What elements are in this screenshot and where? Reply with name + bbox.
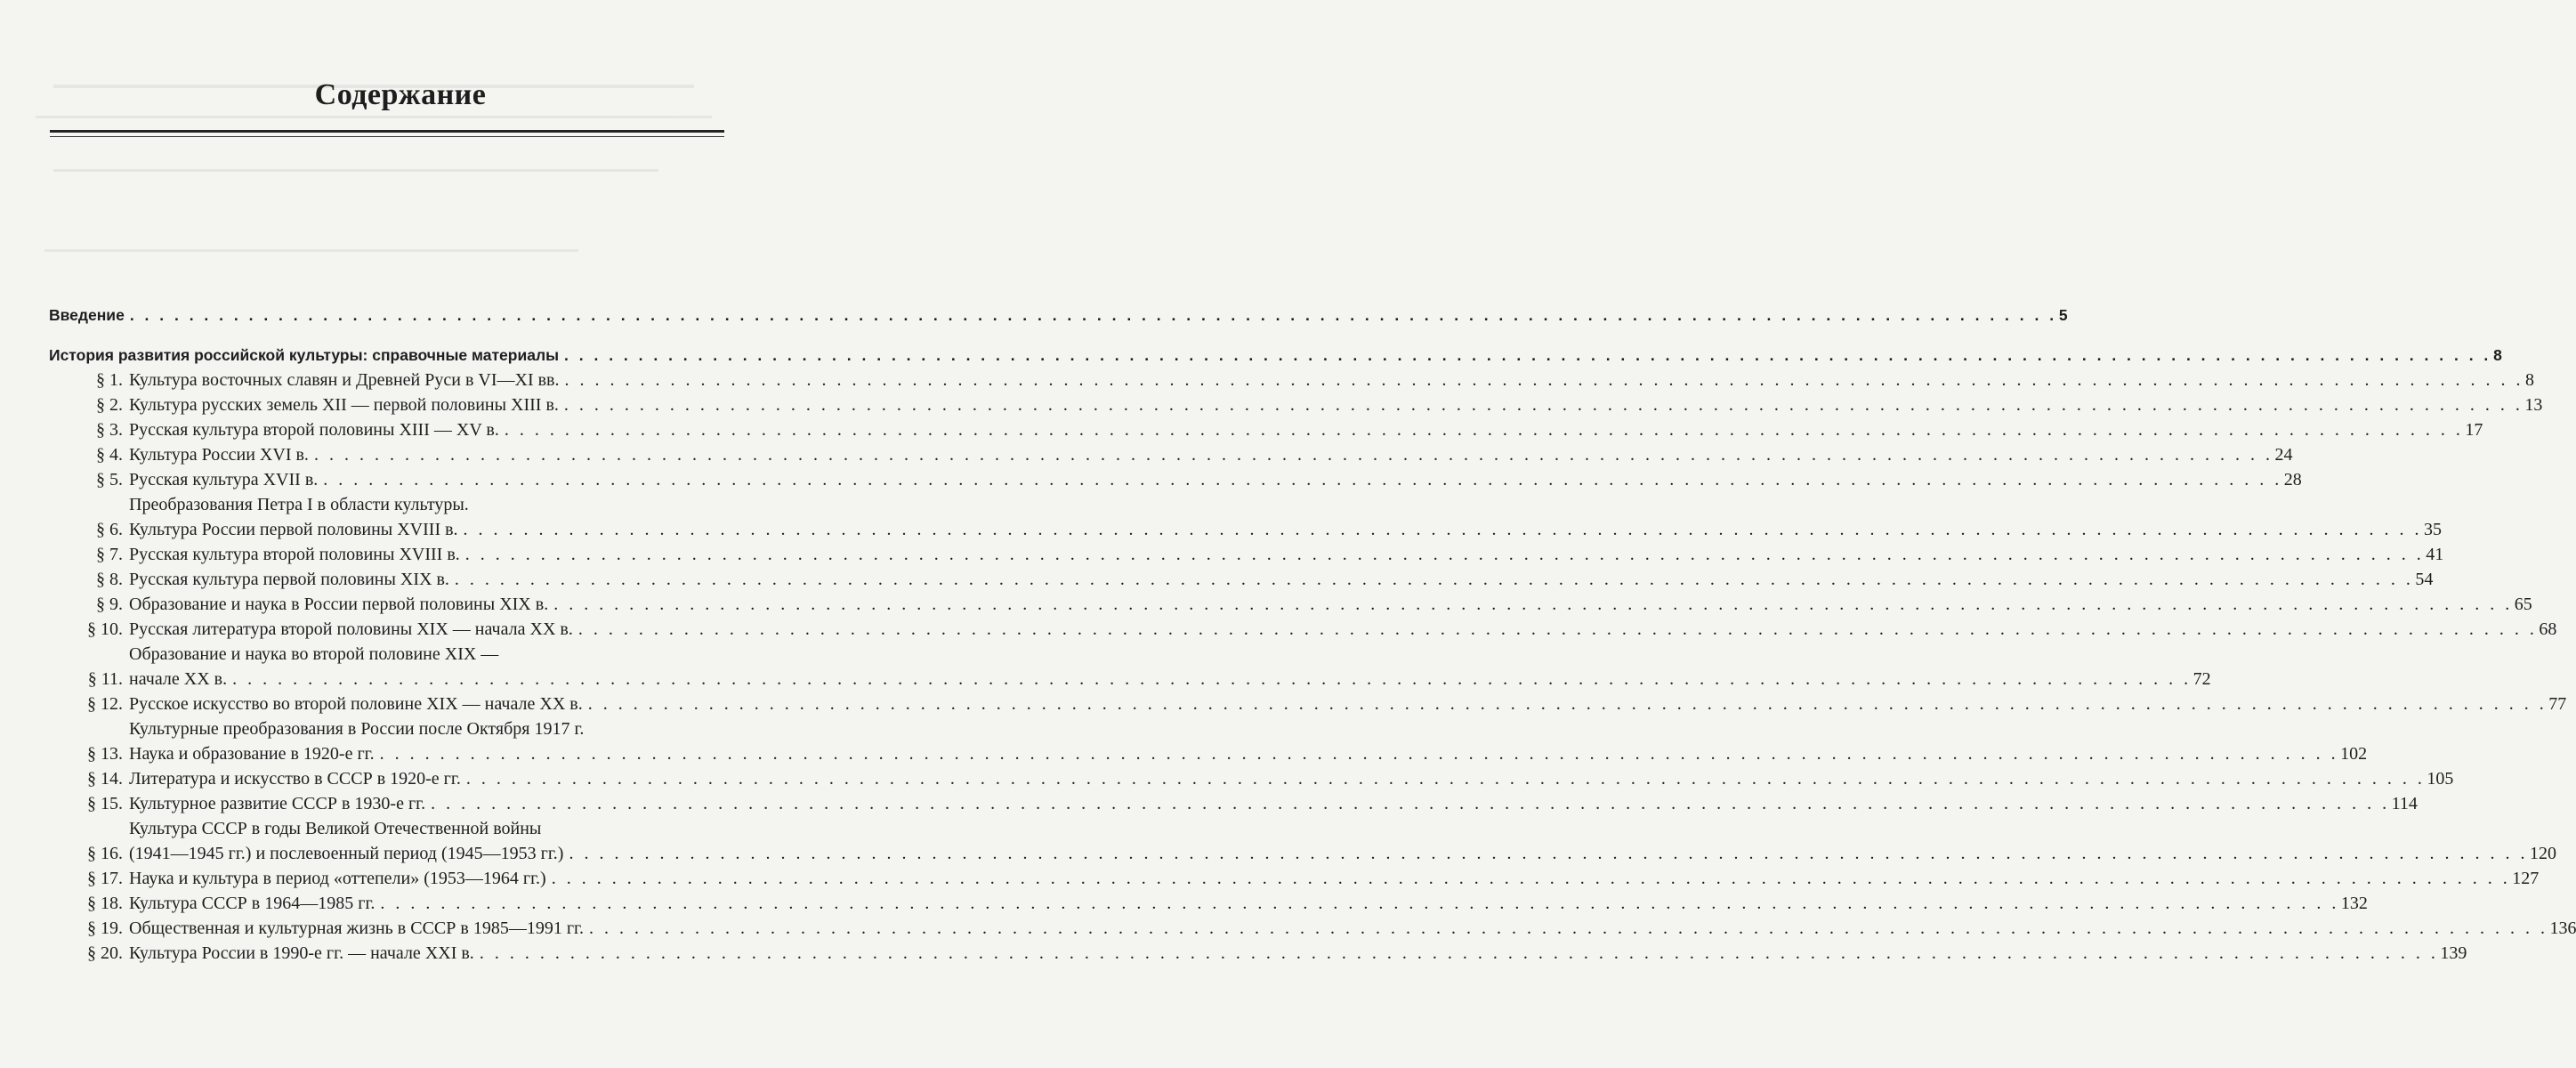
toc-page-number: 136 bbox=[2549, 918, 2576, 938]
toc-entry[interactable] bbox=[49, 567, 2434, 592]
toc-entry-title: Культура России XVI в. bbox=[129, 445, 309, 465]
dot-leader bbox=[565, 368, 2524, 392]
toc-page-number: 5 bbox=[2058, 306, 2068, 324]
toc-section-number: § 4. bbox=[96, 445, 123, 465]
toc-page-number: 139 bbox=[2440, 943, 2467, 963]
toc-page-number: 65 bbox=[2514, 595, 2532, 614]
toc-section-number: § 8. bbox=[96, 570, 123, 589]
toc-entry[interactable] bbox=[49, 866, 2540, 891]
toc-entry[interactable] bbox=[49, 542, 2444, 567]
toc-page-number: 35 bbox=[2424, 520, 2443, 539]
toc-page-number: 17 bbox=[2465, 420, 2483, 440]
toc-entry-title: Русская литература второй половины XIX — начала XX в. bbox=[129, 619, 573, 639]
toc-page-number: 8 bbox=[2525, 370, 2534, 390]
table-of-contents bbox=[49, 303, 2576, 966]
dot-leader bbox=[464, 517, 2423, 542]
toc-entry[interactable] bbox=[49, 442, 2293, 467]
toc-entry-title: Наука и образование в 1920-е гг. bbox=[129, 744, 375, 764]
toc-section-number: § 7. bbox=[96, 545, 123, 564]
dot-leader bbox=[553, 592, 2513, 617]
toc-entry[interactable] bbox=[49, 916, 2576, 941]
toc-entry[interactable] bbox=[49, 392, 2543, 417]
dot-leader bbox=[323, 467, 2282, 492]
toc-section-number: § 17. bbox=[87, 869, 123, 888]
toc-entry-title: Культура СССР в годы Великой Отечественной войны bbox=[129, 819, 542, 838]
title-rule-thin bbox=[50, 136, 724, 137]
toc-entry[interactable] bbox=[49, 417, 2483, 442]
toc-entry-section[interactable] bbox=[49, 343, 2502, 368]
toc-entry[interactable] bbox=[49, 692, 2567, 716]
toc-page-number: 114 bbox=[2391, 794, 2418, 813]
dot-leader bbox=[465, 542, 2425, 567]
toc-entry-title: Наука и культура в период «оттепели» (1953—1964 гг.) bbox=[129, 869, 546, 888]
page-title: Содержание bbox=[314, 78, 487, 111]
toc-section-number: § 14. bbox=[87, 769, 123, 789]
toc-entry-title: Литература и искусство в СССР в 1920-е гг. bbox=[129, 769, 461, 789]
toc-page-number: 54 bbox=[2415, 570, 2434, 589]
toc-page-number: 28 bbox=[2283, 470, 2302, 490]
toc-entry[interactable] bbox=[49, 617, 2557, 642]
toc-entry-title: Русская культура XVII в. bbox=[129, 470, 319, 490]
toc-section-number: § 1. bbox=[96, 370, 123, 390]
toc-entry-title: Преобразования Петра I в области культуры. bbox=[129, 495, 469, 514]
toc-entry-title: Культура СССР в 1964—1985 гг. bbox=[129, 894, 375, 913]
toc-entry[interactable] bbox=[49, 368, 2534, 392]
dot-leader bbox=[380, 741, 2339, 766]
toc-page-number: 13 bbox=[2524, 395, 2543, 415]
dot-leader bbox=[431, 791, 2390, 816]
toc-entry-title: Введение bbox=[49, 306, 125, 324]
dot-leader bbox=[564, 343, 2491, 368]
toc-section-number: § 9. bbox=[96, 595, 123, 614]
toc-section-number: § 15. bbox=[87, 794, 123, 813]
toc-page-number: 105 bbox=[2427, 769, 2454, 789]
toc-entry[interactable] bbox=[49, 492, 2443, 542]
toc-entry-title: Культура России в 1990-е гг. — начале XXI в. bbox=[129, 943, 474, 963]
dot-leader bbox=[552, 866, 2511, 891]
toc-entry-title: Культура России первой половины XVIII в. bbox=[129, 520, 458, 539]
toc-entry[interactable] bbox=[49, 467, 2302, 492]
dot-leader bbox=[314, 442, 2273, 467]
toc-entry-title: Русская культура первой половины XIX в. bbox=[129, 570, 449, 589]
dot-leader bbox=[130, 303, 2057, 328]
toc-page-number: 8 bbox=[2493, 346, 2502, 364]
dot-leader bbox=[505, 417, 2464, 442]
toc-section-number: § 11. bbox=[87, 669, 123, 689]
toc-entry[interactable] bbox=[49, 816, 2556, 866]
toc-section-number: § 20. bbox=[87, 943, 123, 963]
toc-page-number: 132 bbox=[2340, 894, 2368, 913]
toc-section-number: § 12. bbox=[87, 694, 123, 714]
toc-entry[interactable] bbox=[49, 891, 2368, 916]
toc-page-number: 41 bbox=[2426, 545, 2444, 564]
dot-leader bbox=[232, 667, 2192, 692]
toc-page-number: 127 bbox=[2512, 869, 2540, 888]
toc-entry-title: Культура русских земель XII — первой половины XIII в. bbox=[129, 395, 559, 415]
toc-entry-title: Культурные преобразования в России после Октября 1917 г. bbox=[129, 719, 585, 739]
toc-section-number: § 2. bbox=[96, 395, 123, 415]
dot-leader bbox=[466, 766, 2426, 791]
dot-leader bbox=[455, 567, 2414, 592]
toc-section-number: § 6. bbox=[96, 520, 123, 539]
toc-entry-title: Русское искусство во второй половине XIX — начале XX в. bbox=[129, 694, 583, 714]
toc-entry-title: начале XX в. bbox=[129, 669, 228, 689]
toc-page-number: 102 bbox=[2340, 744, 2368, 764]
toc-entry-title: Образование и наука в России первой половины XIX в. bbox=[129, 595, 549, 614]
toc-entry-title: (1941—1945 гг.) и послевоенный период (1945—1953 гг.) bbox=[129, 844, 564, 863]
toc-entry-title: Общественная и культурная жизнь в СССР в 1985—1991 гг. bbox=[129, 918, 584, 938]
dot-leader bbox=[380, 891, 2339, 916]
toc-page-number: 68 bbox=[2539, 619, 2557, 639]
toc-entry[interactable] bbox=[49, 592, 2532, 617]
dot-leader bbox=[589, 916, 2548, 941]
toc-entry[interactable] bbox=[49, 716, 2368, 766]
dot-leader bbox=[588, 692, 2548, 716]
toc-section-number: § 3. bbox=[96, 420, 123, 440]
toc-section-number: § 10. bbox=[87, 619, 123, 639]
toc-entry-title: Культурное развитие СССР в 1930-е гг. bbox=[129, 794, 426, 813]
toc-page-number: 120 bbox=[2529, 844, 2556, 863]
dot-leader bbox=[578, 617, 2538, 642]
toc-entry-title: Образование и наука во второй половине XIX — bbox=[129, 644, 499, 664]
title-rule-thick bbox=[50, 130, 724, 133]
dot-leader bbox=[569, 841, 2528, 866]
toc-page-number: 72 bbox=[2192, 669, 2211, 689]
toc-entry-intro[interactable] bbox=[49, 303, 2068, 328]
toc-entry-title: Культура восточных славян и Древней Руси в VI—XI вв. bbox=[129, 370, 560, 390]
dot-leader bbox=[564, 392, 2524, 417]
toc-entry-title: Русская культура второй половины XIII — XV в. bbox=[129, 420, 499, 440]
toc-page-number: 24 bbox=[2274, 445, 2293, 465]
toc-items bbox=[49, 368, 2576, 966]
toc-entry-title: История развития российской культуры: справочные материалы bbox=[49, 346, 560, 364]
toc-section-number: § 18. bbox=[87, 894, 123, 913]
toc-page-number: 77 bbox=[2548, 694, 2567, 714]
toc-section-number: § 19. bbox=[87, 918, 123, 938]
toc-entry-title: Русская культура второй половины XVIII в. bbox=[129, 545, 460, 564]
toc-entry[interactable] bbox=[49, 642, 2211, 692]
toc-entry[interactable] bbox=[49, 766, 2454, 791]
dot-leader bbox=[480, 941, 2439, 966]
toc-entry[interactable] bbox=[49, 941, 2467, 966]
toc-section-number: § 5. bbox=[96, 470, 123, 490]
toc-section-number: § 16. bbox=[87, 844, 123, 863]
toc-section-number: § 13. bbox=[87, 744, 123, 764]
toc-entry[interactable] bbox=[49, 791, 2418, 816]
